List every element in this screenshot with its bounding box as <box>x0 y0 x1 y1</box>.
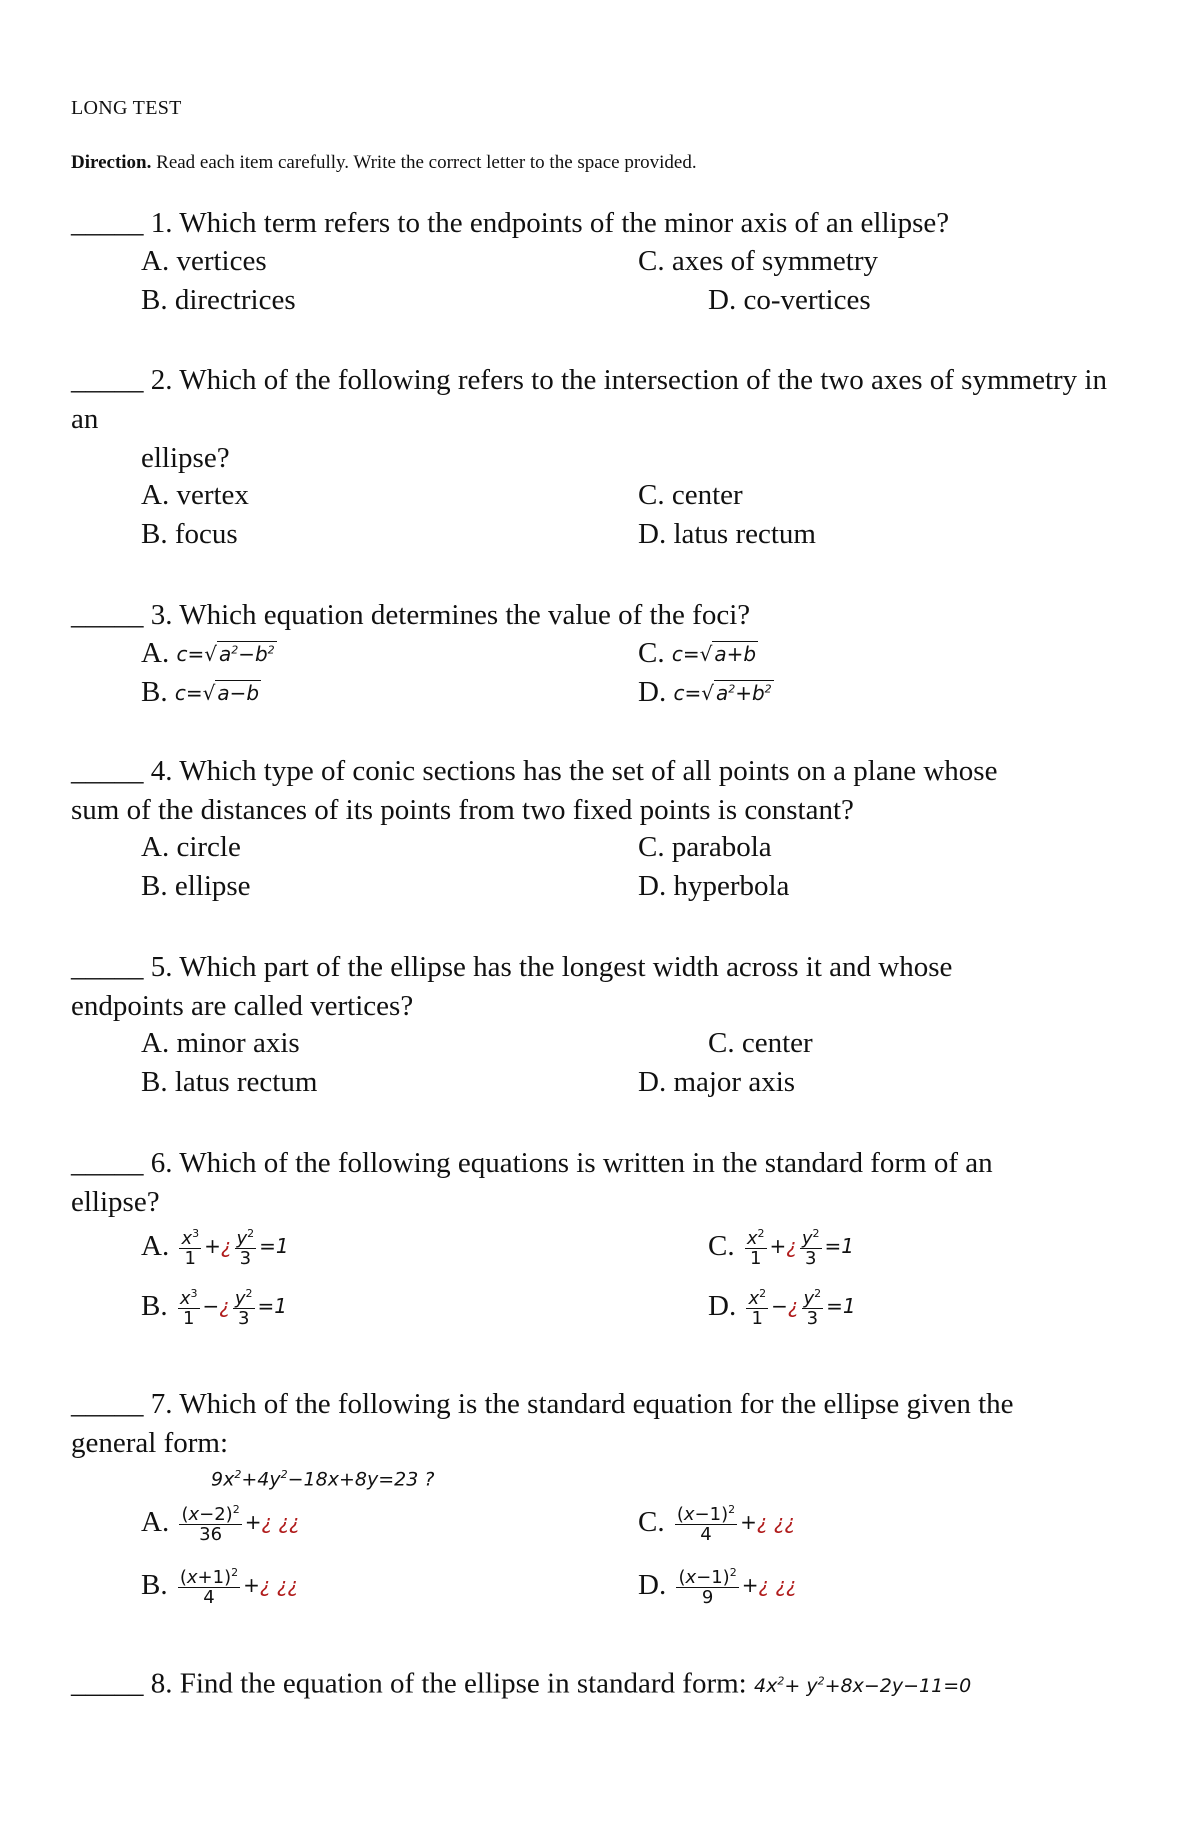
q3-option-c-label: C. <box>638 637 665 669</box>
q7-option-b: B. $\frac{(x+1)^2}{4}$ +¿ ¿¿ <box>141 1563 298 1607</box>
fraction: $\frac{x^2}{1}$ <box>745 1224 767 1268</box>
q1-option-a: A. vertices <box>141 245 267 277</box>
question-7 <box>71 1385 1111 1463</box>
q7-option-a-label: A. <box>141 1505 170 1538</box>
question-1-stem: _____ 1. Which term refers to the endpoints of the minor axis of an ellipse? <box>71 207 950 239</box>
q3-option-b-formula: c=√ a−b <box>174 680 260 705</box>
fraction: $\frac{y^2}{3}$ <box>802 1284 824 1328</box>
question-7-stem-cont: general form: <box>71 1427 229 1459</box>
q6-option-c-label: C. <box>708 1229 735 1262</box>
q3-option-c-formula: c=√ a+b <box>671 641 757 666</box>
q6-option-a-label: A. <box>141 1229 170 1262</box>
q3-option-b <box>141 676 261 709</box>
q6-option-c: C. $\frac{x^2}{1}$ +¿ $\frac{y^2}{3}$ =1 <box>708 1224 854 1268</box>
question-1 <box>71 204 1111 243</box>
q4-option-a: A. circle <box>141 831 241 863</box>
question-5-stem-cont: endpoints are called vertices? <box>71 990 414 1022</box>
direction-text <box>71 152 697 174</box>
fraction: $\frac{x^3}{1}$ <box>178 1284 200 1328</box>
question-3-stem: _____ 3. Which equation determines the value of the foci? <box>71 599 751 631</box>
question-2-stem-cont: ellipse? <box>141 442 230 474</box>
q3-option-a-label: A. <box>141 637 170 669</box>
q3-option-c <box>638 637 758 670</box>
question-2-stem: _____ 2. Which of the following refers to the intersection of the two axes of symmetry in an <box>71 364 1107 435</box>
q5-option-a: A. minor axis <box>141 1027 300 1059</box>
question-4 <box>71 752 1111 830</box>
q3-option-d-formula: c=√ $a^2+b^2$ <box>673 680 772 705</box>
question-6 <box>71 1144 1111 1222</box>
fraction: $\frac{(x+1)^2}{4}$ <box>178 1563 240 1607</box>
q3-option-a-formula: c=√ $a^2-b^2$ <box>176 641 275 666</box>
q6-option-d-label: D. <box>708 1289 737 1322</box>
fraction: $\frac{(x-1)^2}{9}$ <box>676 1563 738 1607</box>
q7-option-b-label: B. <box>141 1568 168 1601</box>
q4-option-d: D. hyperbola <box>638 870 790 902</box>
q7-option-d: D. $\frac{(x-1)^2}{9}$ +¿ ¿¿ <box>638 1563 797 1607</box>
question-8-stem <box>71 1662 1111 1706</box>
q4-option-c: C. parabola <box>638 831 772 863</box>
q6-option-a: A. $\frac{x^3}{1}$ +¿ $\frac{y^2}{3}$ =1 <box>141 1224 289 1268</box>
fraction: $\frac{(x-2)^2}{36}$ <box>179 1500 241 1544</box>
q1-option-d: D. co-vertices <box>708 284 871 316</box>
fraction: $\frac{x^2}{1}$ <box>746 1284 768 1328</box>
fraction: $\frac{y^2}{3}$ <box>235 1224 257 1268</box>
question-2 <box>71 361 1111 478</box>
q7-option-c: C. $\frac{(x-1)^2}{4}$ +¿ ¿¿ <box>638 1500 795 1544</box>
q6-option-b-label: B. <box>141 1289 168 1322</box>
question-3 <box>71 596 1111 635</box>
question-4-stem: _____ 4. Which type of conic sections has the set of all points on a plane whose <box>71 755 998 787</box>
fraction: $\frac{x^3}{1}$ <box>179 1224 201 1268</box>
q7-option-c-label: C. <box>638 1505 665 1538</box>
q6-option-d: D. $\frac{x^2}{1}$ −¿ $\frac{y^2}{3}$ =1 <box>708 1284 856 1328</box>
fraction: $\frac{y^2}{3}$ <box>800 1224 822 1268</box>
question-8-stem-text: _____ 8. Find the equation of the ellipse in standard form: <box>71 1667 747 1700</box>
q3-option-b-label: B. <box>141 676 168 708</box>
question-6-stem-cont: ellipse? <box>71 1186 160 1218</box>
fraction: $\frac{y^2}{3}$ <box>233 1284 255 1328</box>
q1-option-b: B. directrices <box>141 284 296 316</box>
q4-option-b: B. ellipse <box>141 870 251 902</box>
q5-option-d: D. major axis <box>638 1066 796 1098</box>
question-5 <box>71 948 1111 1026</box>
q5-option-b: B. latus rectum <box>141 1066 318 1098</box>
question-5-stem: _____ 5. Which part of the ellipse has the longest width across it and whose <box>71 951 953 983</box>
q2-option-a: A. vertex <box>141 479 249 511</box>
q6-option-b: B. $\frac{x^3}{1}$ −¿ $\frac{y^2}{3}$ =1 <box>141 1284 287 1328</box>
page-title: LONG TEST <box>71 97 182 119</box>
q7-general-form: $9x^2+4y^2-18x+8y=23$ ? <box>211 1468 435 1491</box>
q1-option-c: C. axes of symmetry <box>638 245 879 277</box>
question-7-stem: _____ 7. Which of the following is the standard equation for the ellipse given the <box>71 1388 1014 1420</box>
q3-option-d <box>638 676 774 709</box>
q8-equation: $4x^2+ y^2+8x-2y-11=0$ <box>754 1675 972 1698</box>
q7-option-d-label: D. <box>638 1568 667 1601</box>
q2-option-b: B. focus <box>141 518 238 550</box>
q3-option-d-label: D. <box>638 676 667 708</box>
q3-option-a <box>141 637 277 670</box>
question-6-stem: _____ 6. Which of the following equations is written in the standard form of an <box>71 1147 993 1179</box>
fraction: $\frac{(x-1)^2}{4}$ <box>675 1500 737 1544</box>
direction-body: Read each item carefully. Write the correct letter to the space provided. <box>156 152 697 173</box>
direction-label: Direction. <box>71 152 152 173</box>
q2-option-d: D. latus rectum <box>638 518 816 550</box>
q2-option-c: C. center <box>638 479 743 511</box>
question-4-stem-cont: sum of the distances of its points from two fixed points is constant? <box>71 794 854 826</box>
question-8 <box>71 1662 1111 1706</box>
q5-option-c: C. center <box>708 1027 813 1059</box>
q7-option-a: A. $\frac{(x-2)^2}{36}$ +¿ ¿¿ <box>141 1500 300 1544</box>
